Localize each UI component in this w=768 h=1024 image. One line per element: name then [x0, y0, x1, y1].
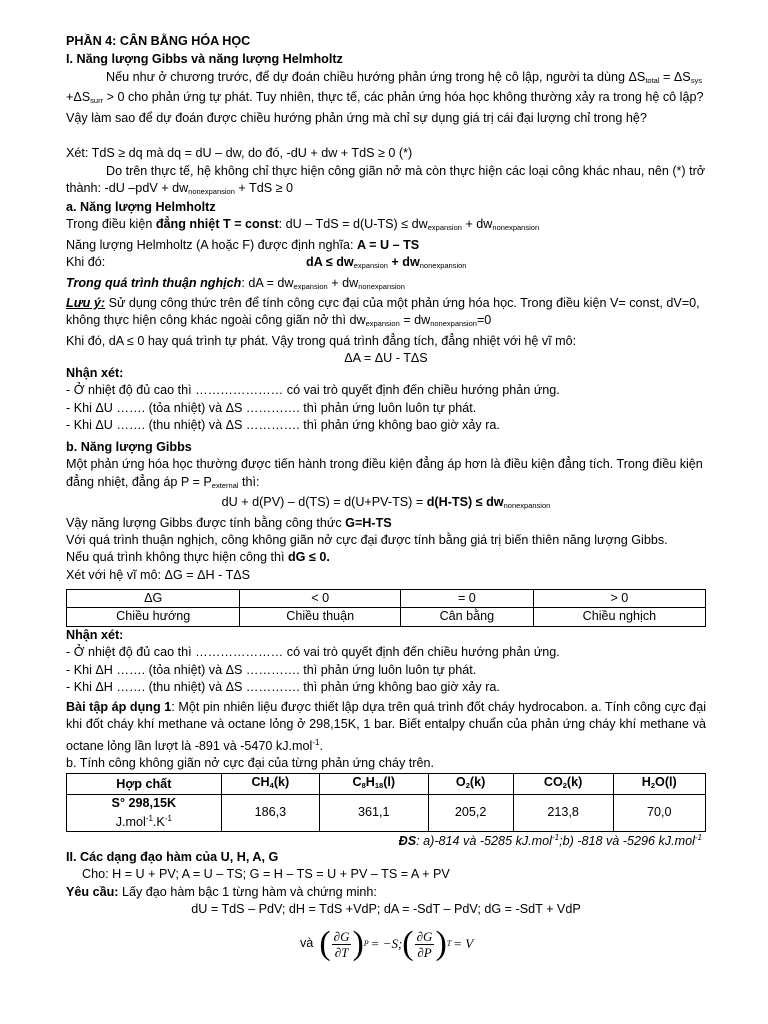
helmholtz-delta-a: ΔA = ΔU - TΔS	[344, 351, 428, 366]
gibbs-line1: Một phản ứng hóa học thường được tiến hành trong điều kiện đẳng áp hơn là điều kiện đẳng tích. Trong điều kiện đẳng nhiệt, đẳng áp $P = P_{external}$ thì:	[66, 457, 703, 490]
helmholtz-line1: Trong điều kiện đẳng nhiệt T = const: dU – TdS = $d(U-TS) \le dw_{expansion} + dw_{nonexpansion}$	[66, 217, 540, 233]
helmholtz-line6: Khi đó, dA ≤ 0 hay quá trình tự phát. Vậy trong quá trình đẳng tích, đẳng nhiệt với hệ vĩ mô:	[66, 333, 577, 348]
intro-text-d: > 0 cho phản ứng tự phát. Tuy nhiên, thực tế, các phản ứng hóa học không thường xảy ra trong hệ cô lập? Vậy làm sao để dự đoán được chiều hướng phản ứng mà chỉ sự dụng giá trị cái đại lượng chỉ trong hệ?	[66, 90, 704, 125]
intro-text-b: = ΔS	[659, 70, 691, 84]
gibbs-definition: Vậy năng lượng Gibbs được tính bằng công thức G=H-TS	[66, 515, 392, 530]
gibbs-title: b. Năng lượng Gibbs	[66, 440, 192, 454]
partial-derivative-formula: và ( $\frac{\partial G}{\partial T}$ ) P = −S; ( $\frac{\partial G}{\partial P}$ ) T = V	[300, 925, 474, 962]
part-title: PHẦN 4: CÂN BẰNG HÓA HỌC	[66, 34, 251, 48]
intro-text-c: +ΔS	[66, 90, 91, 105]
practice-text-a: Do trên thực tế, hệ không chỉ thực hiện công giãn nở mà còn thực hiện các loại công khác nhau, nên (*) trở thành: -dU –pdV + dw	[66, 164, 706, 196]
remarks-b: Nhận xét: - Ở nhiệt độ đủ cao thì ………………… có vai trò quyết định đến chiều hướng phản ứng. - Khi ΔH ……. (tỏa nhiệt) và ΔS …………. thì phản ứng luôn luôn tự phát. - Khi ΔH ……. (thu nhiệt) và ΔS …………. thì phản ứng không bao giờ xảy ra.	[66, 628, 560, 695]
helmholtz-title: a. Năng lượng Helmholtz	[66, 200, 216, 214]
table-row: S° 298,15K $J.mol^{-1}.K^{-1}$ 186,3 361,1 205,2 213,8 70,0	[67, 795, 706, 831]
section2-requirement: Yêu cầu: Lấy đạo hàm bậc 1 từng hàm và chứng minh:	[66, 884, 377, 899]
gibbs-line4: Với quá trình thuận nghịch, công không giãn nở cực đại được tính bằng giá trị biến thiên năng lượng Gibbs.	[66, 533, 668, 548]
helmholtz-line3: Khi đó: dA ≤ $dw_{expansion} + dw_{nonexpansion}$	[66, 255, 467, 271]
delta-g-table	[66, 589, 706, 627]
practice-text-b: + TdS ≥ 0	[234, 181, 294, 196]
gibbs-line6: Xét với hệ vĩ mô: ΔG = ΔH - TΔS	[66, 567, 251, 582]
section2-equations: dU = TdS – PdV; dH = TdS +VdP; dA = -SdT – PdV; dG = -SdT + VdP	[191, 902, 581, 917]
answer-line: ĐS: a)-814 và -5285 kJ.mol$^{-1}$;b) -818 và -5296 kJ.mol$^{-1}$	[398, 833, 702, 849]
gibbs-section	[66, 439, 706, 584]
section2-given: Cho: H = U + PV; A = U – TS; G = H – TS = U + PV – TS = A + PV	[82, 867, 450, 882]
practice-sub: nonexpansion	[188, 187, 235, 197]
gibbs-line5: Nếu quá trình không thực hiện công thì dG ≤ 0.	[66, 550, 330, 565]
table-row: Hợp chất $CH_4(k)$ $C_8H_{18}(l)$ $O_2(k)$ $CO_2(k)$ $H_2O(l)$	[67, 774, 706, 795]
helmholtz-definition: Năng lượng Helmholtz (A hoặc F) được định nghĩa: A = U – TS	[66, 237, 420, 252]
exercise-paragraph: Bài tập áp dụng 1: Một pin nhiên liệu được thiết lập dựa trên quá trình đốt cháy hydrocabon. a. Tính công cực đại khi đốt cháy khí methane và octane lỏng ở 298,15K, 1 bar. Biết entalpy chuẩn của phản ứng cháy khí methane và octane lỏng lần lượt là -891 và -5470 kJ.mol$^{-1}$. b. Tính công không giãn nở cực đại của từng phản ứng cháy trên.	[66, 700, 706, 771]
helmholtz-reversible: Trong quá trình thuận nghịch: dA = $dw_{expansion} + dw_{nonexpansion}$	[66, 275, 405, 291]
section1-title: I. Năng lượng Gibbs và năng lượng Helmholtz	[66, 52, 343, 66]
practice-paragraph	[66, 163, 706, 201]
intro-sub-surr: surr	[90, 96, 104, 106]
section2-title: II. Các dạng đạo hàm của U, H, A, G	[66, 850, 279, 864]
intro-text-a: Nếu như ở chương trước, để dự đoán chiều hướng phản ứng trong hệ cô lập, người ta dùng ΔS	[106, 70, 646, 84]
intro-sub-sys: sys	[690, 76, 702, 85]
remarks-a: Nhận xét: - Ở nhiệt độ đủ cao thì ………………… có vai trò quyết định đến chiều hướng phản ứng. - Khi ΔU ……. (tỏa nhiệt) và ΔS …………. thì phản ứng luôn luôn tự phát. - Khi ΔU ……. (thu nhiệt) và ΔS …………. thì phản ứng không bao giờ xảy ra.	[66, 366, 560, 433]
consider-line: Xét: TdS ≥ dq mà dq = dU – dw, do đó, -dU + dw + TdS ≥ 0 (*)	[66, 146, 413, 160]
table-row: Chiều hướng Chiều thuận Cân bằng Chiều nghịch	[67, 608, 706, 626]
intro-paragraph	[66, 69, 706, 127]
table-row: ΔG < 0 = 0 > 0	[67, 590, 706, 608]
helmholtz-note: Lưu ý: Sử dụng công thức trên để tính công cực đại của một phản ứng hóa học. Trong điều kiện V= const, dV=0, không thực hiện công khác ngoài công giãn nở thì $dw_{expansion} = dw_{nonexpansion}=0$	[66, 296, 700, 329]
gibbs-equation: dU + $d(PV) - d(TS) = d(U+PV-TS) = d(H-TS) \le dw_{nonexpansion}$	[221, 495, 551, 511]
entropy-table	[66, 773, 706, 832]
section2	[66, 849, 706, 919]
helmholtz-section	[66, 199, 706, 368]
intro-sub-total: total	[645, 76, 660, 85]
